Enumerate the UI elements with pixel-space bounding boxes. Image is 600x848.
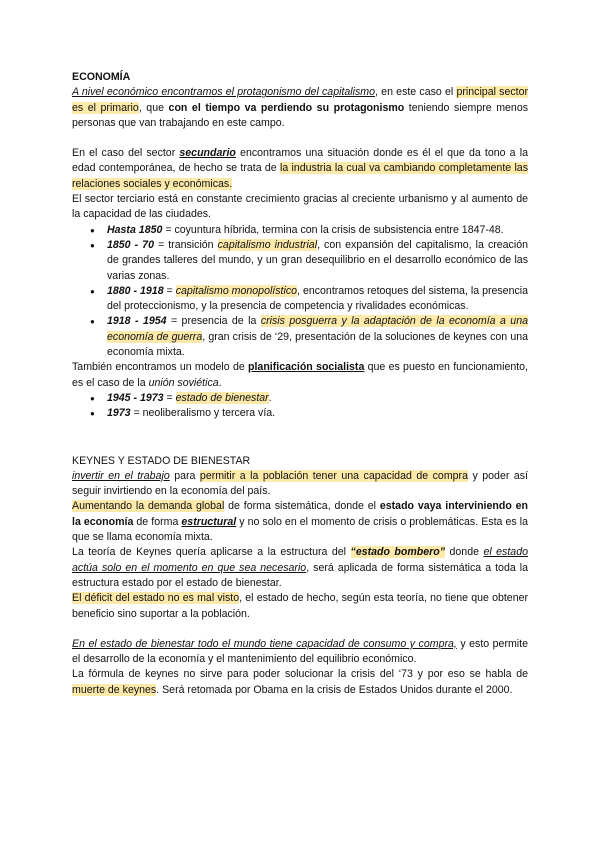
later-periods-list (72, 391, 528, 422)
paragraph-demanda: Aumentando la demanda global de forma sistemática, donde el estado vaya interviniendo en la economía de forma estructural y no solo en el momento de crisis o problemáticas. Esta es la que se llama economía mixta. (72, 500, 528, 544)
list-item: ● 1945 - 1973 = estado de bienestar. (107, 391, 528, 406)
list-item: ● 1880 - 1918 = capitalismo monopolístico, encontramos retoques del sistema, la presencia del proteccionismo, y la presencia de competencia y rivalidades económicas. (107, 284, 528, 315)
list-item: ● 1973 = neoliberalismo y tercera vía. (107, 406, 528, 421)
paragraph-muerte-keynes: La fórmula de keynes no sirve para poder solucionar la crisis del ‘73 y por eso se habla de muerte de keynes. Será retomada por Obama en la crisis de Estados Unidos durante el 2000. (72, 668, 528, 696)
list-item: ● 1918 - 1954 = presencia de la crisis posguerra y la adaptación de la economía a una economía de guerra, gran crisis de ‘29, presentación de la soluciones de keynes con una economía mixta. (107, 314, 528, 360)
section-title-economia: ECONOMÍA (72, 71, 131, 83)
list-item: ● 1850 - 70 = transición capitalismo industrial, con expansión del capitalismo, la creación de grandes talleres del mundo, y un gran desequilibrio en el desarrollo económico de las varias zonas. (107, 238, 528, 284)
paragraph-bienestar: En el estado de bienestar todo el mundo tiene capacidad de consumo y compra, y esto permite el desarrollo de la economía y el mantenimiento del equilibrio económico. (72, 637, 528, 666)
paragraph-terciario: El sector terciario está en constante crecimiento gracias al creciente urbanismo y al aumento de la capacidad de las ciudades. (72, 193, 528, 221)
section-title-keynes: KEYNES Y ESTADO DE BIENESTAR (72, 454, 251, 467)
document-body (72, 70, 528, 698)
paragraph-capitalismo: A nivel económico encontramos el protagonismo del capitalismo, en este caso el principal sector es el primario, que con el tiempo va perdiendo su protagonismo teniendo siempre menos personas que van trabajando en este campo. (72, 86, 529, 129)
paragraph-secundario: En el caso del sector secundario encontramos una situación donde es él el que da tono a la edad contemporánea, de hecho se trata de la industria la cual va cambiando completamente las relaciones sociales y económicas. (72, 147, 528, 190)
list-item: ● Hasta 1850 = coyuntura híbrida, termina con la crisis de subsistencia entre 1847-48. (107, 223, 528, 238)
paragraph-planificacion: También encontramos un modelo de planificación socialista que es puesto en funcionamiento, es el caso de la unión soviética. (72, 361, 529, 389)
paragraph-estado-bombero: La teoría de Keynes quería aplicarse a la estructura del “estado bombero” donde el estado actúa solo en el momento en que sea necesario, será aplicada de forma sistemática a toda la estructura estado por el estado de bienestar. (72, 546, 528, 589)
periods-list (72, 223, 528, 361)
paragraph-invertir: invertir en el trabajo para permitir a la población tener una capacidad de compra y poder así seguir invirtiendo en la economía del país. (72, 469, 528, 498)
paragraph-deficit: El déficit del estado no es mal visto, el estado de hecho, según esta teoría, no tiene que obtener beneficio sino suportar a la población. (72, 592, 529, 620)
